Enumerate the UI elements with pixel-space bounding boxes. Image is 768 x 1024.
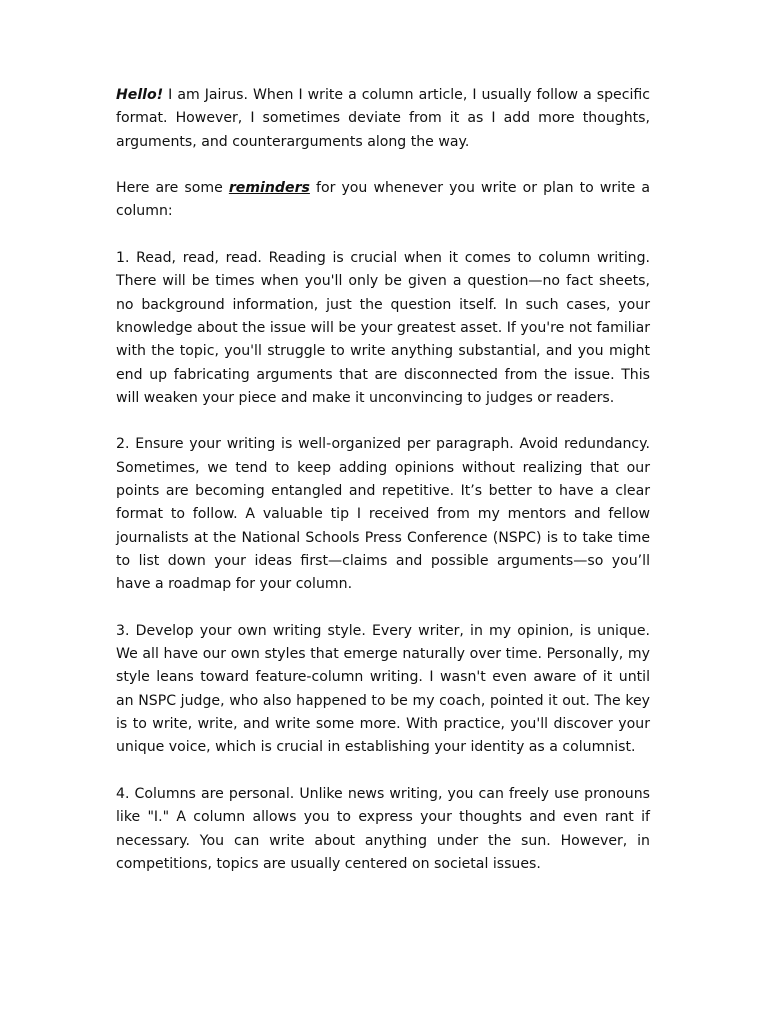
- greeting: Hello!: [116, 87, 164, 103]
- reminders-highlight: reminders: [228, 180, 310, 197]
- reminders-after: for you whenever you write or plan to write a column:: [116, 180, 650, 220]
- intro-text: I am Jairus. When I write a column article, I usually follow a specific format. However, I sometimes deviate from it as I add more thoughts, arguments, and counterarguments along the way.: [116, 87, 650, 150]
- tip-paragraph-3: 3. Develop your own writing style. Every writer, in my opinion, is unique. We all have our own styles that emerge naturally over time. Personally, my style leans toward feature-column writing. I wasn't even aware of it until an NSPC judge, who also happened to be my coach, pointed it out. The key is to write, write, and write some more. With practice, you'll discover your unique voice, which is crucial in establishing your identity as a columnist.: [116, 622, 650, 756]
- tip-paragraph-2: 2. Ensure your writing is well-organized per paragraph. Avoid redundancy. Sometimes, we tend to keep adding opinions without realizing that our points are becoming entangled and repetitive. It’s better to have a clear format to follow. A valuable tip I received from my mentors and fellow journalists at the National Schools Press Conference (NSPC) is to take time to list down your ideas first—claims and possible arguments—so you’ll have a roadmap for your column.: [116, 436, 650, 593]
- reminders-before: Here are some: [116, 180, 229, 197]
- document-page: [116, 84, 650, 899]
- tip-paragraph-4: 4. Columns are personal. Unlike news writing, you can freely use pronouns like "I." A column allows you to express your thoughts and even rant if necessary. You can write about anything under the sun. However, in competitions, topics are usually centered on societal issues.: [116, 785, 650, 872]
- reminders-paragraph: [116, 177, 650, 224]
- tip-paragraph-1: 1. Read, read, read. Reading is crucial when it comes to column writing. There will be times when you'll only be given a question—no fact sheets, no background information, just the question itself. In such cases, your knowledge about the issue will be your greatest asset. If you're not familiar with the topic, you'll struggle to write anything substantial, and you might end up fabricating arguments that are disconnected from the issue. This will weaken your piece and make it unconvincing to judges or readers.: [116, 250, 650, 406]
- intro-paragraph: [116, 84, 650, 154]
